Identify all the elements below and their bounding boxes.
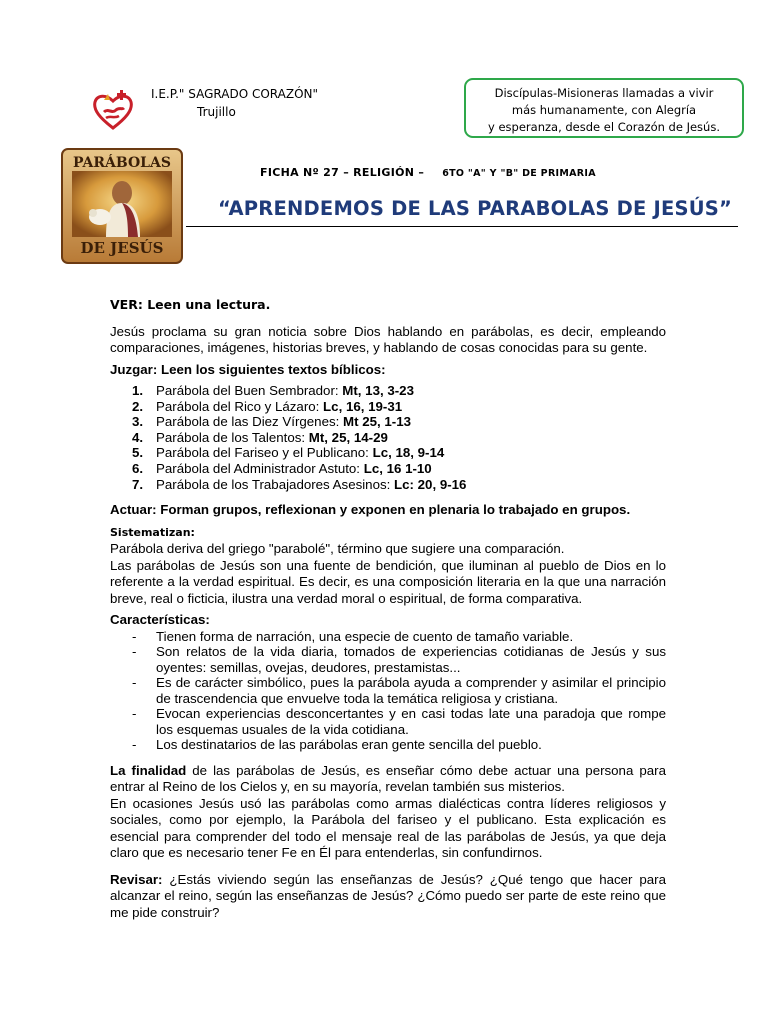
sistematizan-heading: Sistematizan: (110, 525, 195, 539)
sistematizan-line: Parábola deriva del griego "parabolé", término que sugiere una comparación. (110, 541, 565, 557)
list-item: 3. Parábola de las Diez Vírgenes: Mt 25, 1-13 (132, 414, 412, 430)
cover-title-bottom: DE JESÚS (80, 239, 164, 257)
list-item: 6. Parábola del Administrador Astuto: Lc, 16 1-10 (132, 460, 432, 476)
ver-heading: VER: Leen una lectura. (110, 297, 271, 312)
page-title: “APRENDEMOS DE LAS PARABOLAS DE JESÚS” (218, 197, 733, 220)
worksheet-body (110, 297, 666, 921)
list-item: - Tienen forma de narración, una especie de cuento de tamaño variable. (132, 628, 574, 644)
finalidad-paragraph: La finalidad de las parábolas de Jesús, es enseñar cómo debe actuar una persona para entrar al Reino de los Cielos y, en su mayoría, revelan también sus misterios. (110, 762, 666, 795)
cover-title-top: PARÁBOLAS (73, 155, 171, 171)
parables-cover-image (60, 147, 184, 265)
motto-line-3: y esperanza, desde el Corazón de Jesús. (488, 120, 720, 134)
list-item: - Evocan experiencias desconcertantes y en casi todas late una paradoja que rompe los esquemas usuales de la vida cotidiana. (132, 706, 666, 737)
bible-texts-list (110, 383, 666, 492)
list-item: - Son relatos de la vida diaria, tomados de experiencias cotidianas de Jesús y sus oyentes: semillas, ovejas, deudores, prestamistas... (132, 644, 666, 675)
school-city: Trujillo (197, 105, 236, 119)
juzgar-heading: Juzgar: Leen los siguientes textos bíblicos: (110, 361, 386, 377)
list-item: 4. Parábola de los Talentos: Mt, 25, 14-29 (132, 429, 388, 445)
motto-line-2: más humanamente, con Alegría (511, 103, 697, 117)
list-item: - Los destinatarios de las parábolas eran gente sencilla del pueblo. (132, 737, 542, 753)
ver-paragraph: Jesús proclama su gran noticia sobre Dios hablando en parábolas, es decir, empleando comparaciones, imágenes, historias breves, y hablando de cosas conocidas para su gente. (110, 323, 666, 355)
actuar-paragraph: Actuar: Forman grupos, reflexionan y exponen en plenaria lo trabajado en grupos. (110, 502, 631, 518)
motto-box (464, 78, 744, 138)
characteristics-list (110, 629, 666, 753)
list-item: 5. Parábola del Fariseo y el Publicano: Lc, 18, 9-14 (132, 445, 445, 461)
list-item: 1. Parábola del Buen Sembrador: Mt, 13, 3-23 (132, 383, 414, 398)
caracteristicas-heading: Características: (110, 612, 210, 628)
list-item: 2. Parábola del Rico y Lázaro: Lc, 16, 19-31 (132, 398, 403, 414)
sistematizan-paragraph: Las parábolas de Jesús son una fuente de bendición, que iluminan al pueblo de Dios en lo referente a la verdad espiritual. Es decir, es una composición literaria en la que una narración breve, real o ficticia, ilustra una verdad moral o espiritual, de forma comparativa. (110, 557, 666, 606)
list-item: 7. Parábola de los Trabajadores Asesinos: Lc: 20, 9-16 (132, 476, 467, 492)
motto-line-1: Discípulas-Misioneras llamadas a vivir (494, 86, 714, 100)
title-underline (186, 226, 738, 227)
revisar-paragraph: Revisar: ¿Estás viviendo según las enseñanzas de Jesús? ¿Qué tengo que hacer para alcanzar el reino, según las enseñanzas de Jesús? ¿Cómo puedo ser parte de este reino que me pide construir? (110, 871, 666, 920)
grade-text: 6TO "A" Y "B" DE PRIMARIA (442, 168, 596, 179)
list-item: - Es de carácter simbólico, pues la parábola ayuda a comprender y asimilar el principio de trascendencia que envuelve toda la temática religiosa y cristiana. (132, 675, 666, 706)
worksheet-label (260, 166, 596, 179)
school-name: I.E.P." SAGRADO CORAZÓN" (151, 87, 319, 101)
sacred-heart-logo-icon (90, 88, 136, 134)
finalidad-paragraph-2: En ocasiones Jesús usó las parábolas como armas dialécticas contra líderes religiosos y sociales, como por ejemplo, la Parábola del fariseo y el publicano. Esta explicación es esencial para comprender del todo el mensaje real de las parábolas de Jesús, ya que deja claro que es necesario tener Fe en Él para entenderlas, sin confundirnos. (110, 795, 666, 861)
ficha-text: FICHA Nº 27 – RELIGIÓN – (260, 166, 425, 179)
